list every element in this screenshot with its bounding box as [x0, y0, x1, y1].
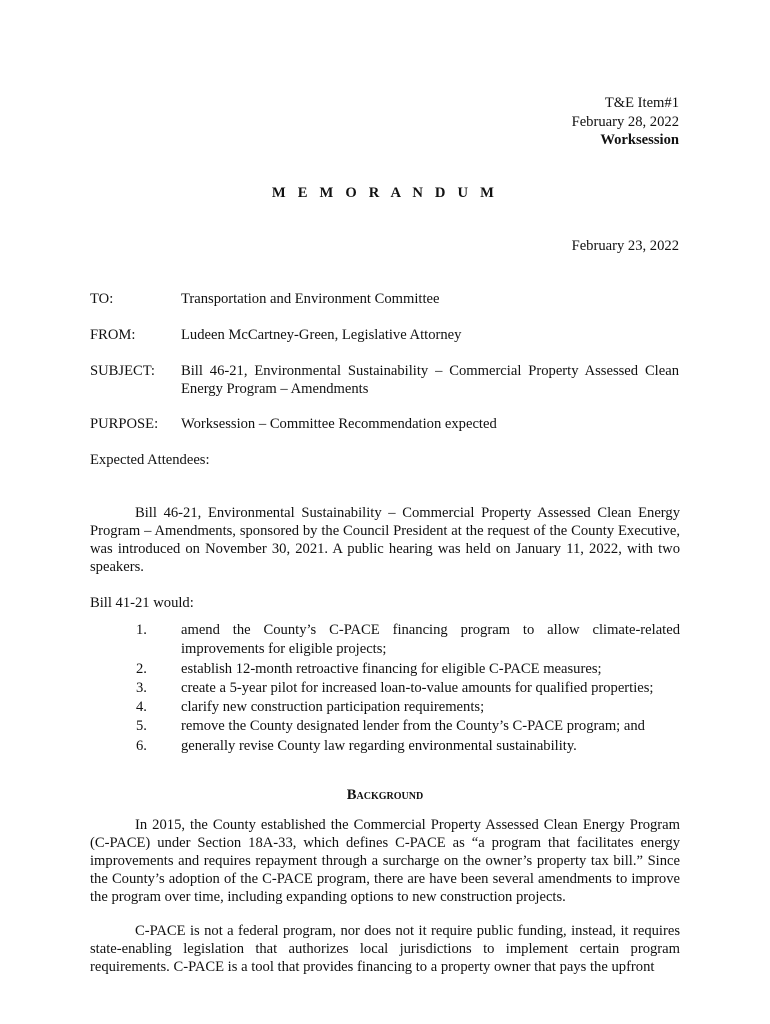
- header-date: February 28, 2022: [571, 113, 679, 130]
- list-item-text: generally revise County law regarding environmental sustainability.: [181, 737, 577, 754]
- field-from-label: FROM:: [90, 327, 136, 343]
- list-item: [90, 737, 680, 756]
- header-block: [572, 94, 679, 150]
- field-purpose-label: PURPOSE:: [90, 416, 159, 432]
- list-item-number: 2.: [136, 660, 147, 677]
- memo-title: M E M O R A N D U M: [271, 185, 499, 201]
- expected-attendees-label: Expected Attendees:: [90, 452, 210, 468]
- background-paragraph-1: In 2015, the County established the Commercial Property Assessed Clean Energy Program (C-PACE) under Section 18A-33, which defines C-PACE as “a program that facilitates energy improvements and requires repayment through a surcharge on the owner’s property tax bill.” Since the County’s adoption of the C-PACE program, there are have been several amendments to improve the program over time, including expanding options to new construction projects.: [90, 817, 680, 905]
- header-session-type: Worksession: [600, 132, 679, 148]
- memo-date: February 23, 2022: [571, 238, 679, 254]
- bill-provisions-list: [90, 621, 680, 756]
- list-item-number: 4.: [136, 699, 147, 716]
- field-from-value: Ludeen McCartney-Green, Legislative Attorney: [181, 327, 462, 343]
- header-item-number: T&E Item#1: [604, 95, 679, 111]
- background-paragraph-2: C-PACE is not a federal program, nor does not it require public funding, instead, it requires state-enabling legislation that authorizes local jurisdictions to implement certain program requirements. C-PACE is a tool that provides financing to a property owner that pays the upfront: [90, 923, 680, 975]
- list-item-number: 1.: [136, 622, 147, 638]
- field-subject-value: Bill 46-21, Environmental Sustainability – Commercial Property Assessed Clean Energy Program – Amendments: [181, 363, 679, 397]
- field-to-label: TO:: [90, 291, 114, 307]
- list-item-text: establish 12-month retroactive financing for eligible C-PACE measures;: [181, 660, 602, 677]
- list-item: [90, 679, 680, 698]
- background-heading: Background: [346, 787, 424, 803]
- field-to-value: Transportation and Environment Committee: [181, 291, 440, 307]
- intro-paragraph: Bill 46-21, Environmental Sustainability – Commercial Property Assessed Clean Energy Program – Amendments, sponsored by the Council President at the request of the County Executive, was introduced on November 30, 2021. A public hearing was held on January 11, 2022, with two speakers.: [90, 505, 680, 575]
- list-item-number: 6.: [136, 737, 147, 754]
- list-item: [90, 660, 680, 679]
- list-item: [90, 621, 680, 660]
- list-item-number: 3.: [136, 679, 147, 696]
- bill-would-label: Bill 41-21 would:: [90, 595, 194, 611]
- list-item: [90, 717, 680, 736]
- list-item-text: clarify new construction participation requirements;: [181, 699, 485, 716]
- list-item: [90, 698, 680, 717]
- field-purpose-value: Worksession – Committee Recommendation expected: [181, 416, 497, 432]
- field-subject-label: SUBJECT:: [90, 363, 155, 379]
- list-item-text: amend the County’s C-PACE financing program to allow climate-related improvements for eligible projects;: [181, 622, 680, 658]
- list-item-text: create a 5-year pilot for increased loan-to-value amounts for qualified properties;: [181, 679, 654, 696]
- list-item-number: 5.: [136, 718, 147, 735]
- list-item-text: remove the County designated lender from the County’s C-PACE program; and: [181, 718, 645, 735]
